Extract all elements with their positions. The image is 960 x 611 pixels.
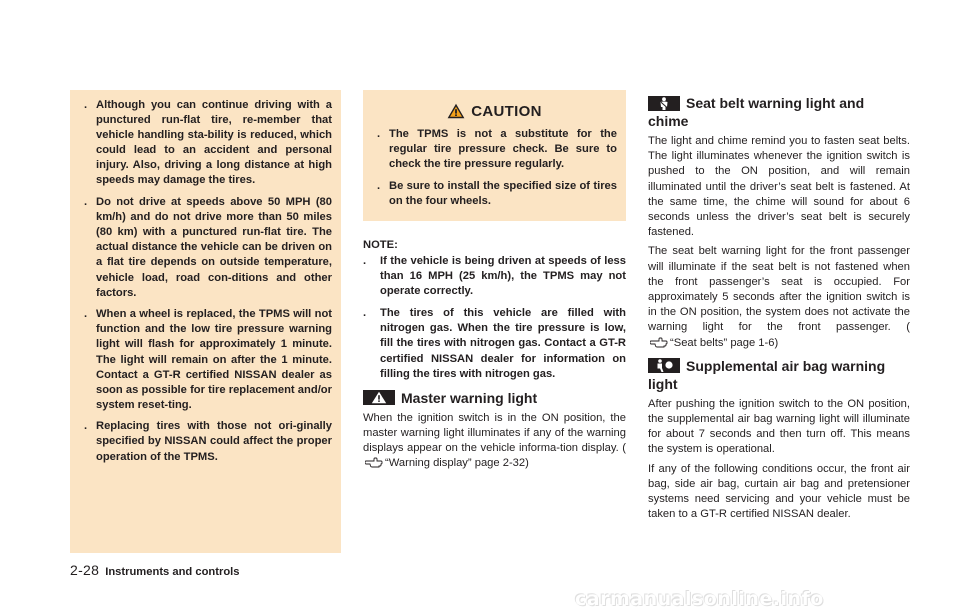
page-number: 2-28	[70, 562, 100, 578]
reference-pointer-icon	[365, 457, 383, 468]
master-warning-text: When the ignition switch is in the ON position, the master warning light illuminates if any of the warning displays appear on the vehicle informa-tion display. (“Warning display” page 2-32)	[363, 411, 626, 470]
section-title: Instruments and controls	[105, 566, 240, 578]
airbag-paragraph-2: If any of the following conditions occur, the front air bag, side air bag, curtain air bag and pretensioner systems need servicing and your vehicle must be taken to a GT-R certified NISSAN dealer.	[648, 462, 910, 521]
note-item: . If the vehicle is being driven at speeds of less than 16 MPH (25 km/h), the TPMS may not operate correctly.	[363, 255, 626, 298]
warning-box	[70, 90, 341, 553]
airbag-heading-line2: light	[648, 375, 678, 392]
caution-item: . Be sure to install the specified size of tires on the four wheels.	[377, 179, 617, 207]
airbag-heading: Supplemental air bag warning light	[648, 357, 910, 393]
caution-box	[363, 90, 626, 221]
caution-heading: CAUTION	[372, 101, 617, 121]
airbag-paragraph-1: After pushing the ignition switch to the ON position, the supplemental air bag warning light will illuminate for about 7 seconds and then turn off. This means the system is operational.	[648, 397, 910, 456]
note-label: NOTE:	[363, 239, 398, 251]
seatbelt-paragraph-1: The light and chime remind you to fasten seat belts. The light illuminates whenever the ignition switch is pushed to the ON position, and will remain illuminated until the driver’s seat belt is fastened. At the same time, the chime will sound for about 6 seconds unless the driver’s seat belt is securely fastened.	[648, 135, 910, 239]
seatbelt-heading-line2: chime	[648, 113, 689, 129]
watermark: carmanualsonline.info	[575, 588, 824, 610]
middle-column	[363, 238, 626, 476]
warning-item: . Although you can continue driving with a punctured run-flat tire, re-member that vehicle handling sta-bility is reduced, which could lead to an accident and personal injury. Also, driving a long distance at high speeds may damage the tires.	[84, 99, 332, 187]
warning-item: . Do not drive at speeds above 50 MPH (80 km/h) and do not drive more than 50 miles (80 km) with a punctured run-flat tire. The actual distance the vehicle can be driven on a flat tire depends on outside temperature, vehicle load, road con-ditions and other factors.	[84, 196, 332, 299]
right-column	[648, 92, 910, 526]
reference-pointer-icon	[650, 337, 668, 348]
note-item: . The tires of this vehicle are filled with nitrogen gas. When the tire pressure is low, fill the tires with nitrogen gas. Contact a GT-R certified NISSAN dealer for information on filling the tires with nitrogen gas.	[363, 307, 626, 380]
master-warning-heading: Master warning light	[363, 389, 626, 407]
seatbelt-paragraph-2: The seat belt warning light for the front passenger will illuminate if the seat belt is not fastened when the front passenger’s seat is occupied. For approximately 5 seconds after the ignition switch is in the ON position, the system does not activate the warning light for the front passenger. (“Seat belts” page 1-6)	[648, 245, 910, 349]
seatbelt-heading: Seat belt warning light and chime	[648, 94, 910, 130]
seatbelt-warning-icon	[648, 96, 680, 111]
airbag-warning-icon	[648, 358, 680, 373]
warning-item: . Replacing tires with those not ori-ginally specified by NISSAN could affect the proper operation of the TPMS.	[84, 420, 332, 463]
master-warning-icon	[363, 390, 395, 405]
caution-triangle-icon	[447, 103, 465, 119]
page-footer	[70, 562, 240, 578]
caution-item: . The TPMS is not a substitute for the regular tire pressure check. Be sure to check the tire pressure regularly.	[377, 128, 617, 171]
cross-reference[interactable]: “Warning display” page 2-32)	[363, 457, 529, 469]
warning-item: . When a wheel is replaced, the TPMS will not function and the low tire pressure warning light will flash for approximately 1 minute. The light will remain on after the 1 minute. Contact a GT-R certified NISSAN dealer as soon as possible for tire replacement and/or system reset-ting.	[84, 308, 332, 411]
cross-reference[interactable]: “Seat belts” page 1-6)	[648, 337, 778, 349]
